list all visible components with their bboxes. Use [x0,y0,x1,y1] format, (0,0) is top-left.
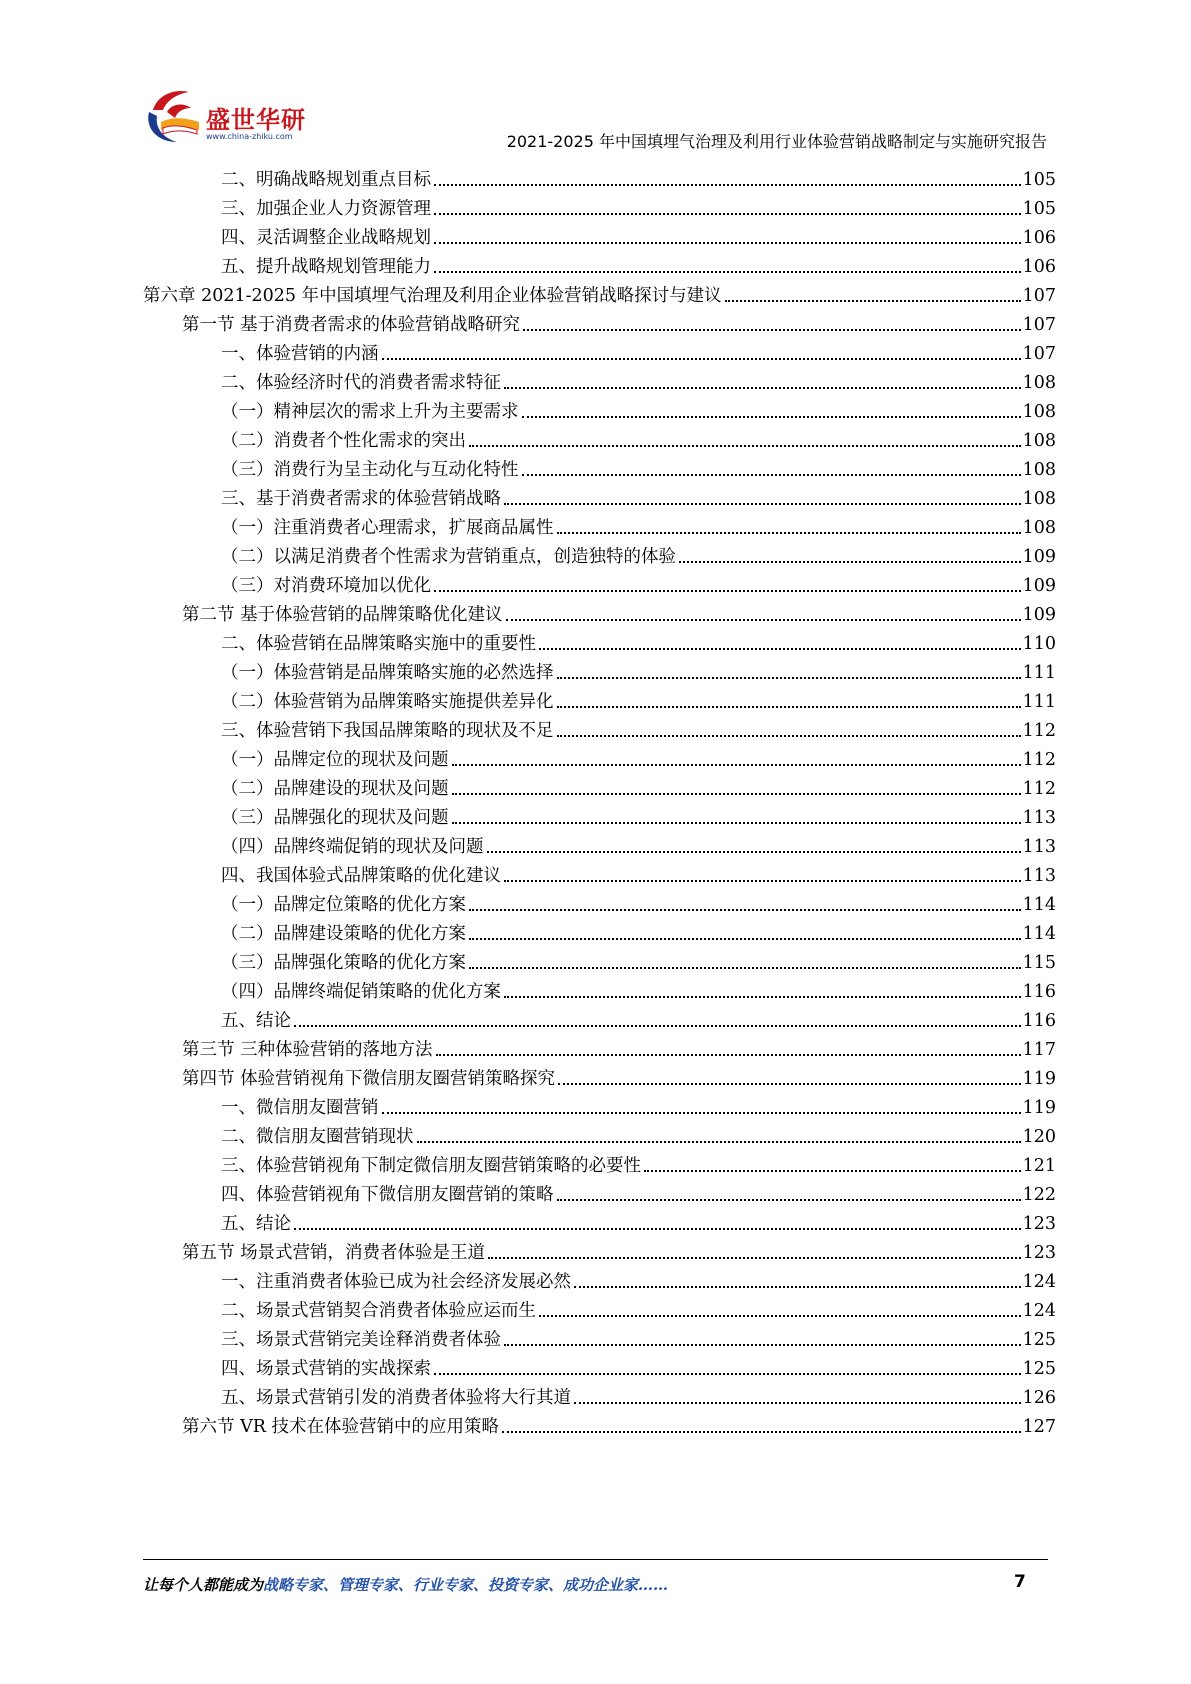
toc-dot-leader [502,1431,1021,1433]
toc-entry-title: （二）体验营销为品牌策略实施提供差异化 [221,692,554,712]
toc-entry[interactable] [143,1059,1056,1090]
toc-entry-title: 三、基于消费者需求的体验营销战略 [221,489,501,509]
toc-entry-title: 第六节 VR 技术在体验营销中的应用策略 [182,1417,499,1437]
toc-entry-page: 110 [1022,634,1056,654]
toc-entry-page: 113 [1022,837,1056,857]
toc-entry-page: 105 [1022,199,1056,219]
toc-entry[interactable] [143,247,1056,278]
toc-dot-leader [557,532,1021,534]
toc-entry-page: 112 [1022,779,1056,799]
toc-entry-page: 108 [1022,518,1056,538]
toc-dot-leader [469,967,1021,969]
toc-entry-page: 107 [1022,315,1056,335]
toc-entry-page: 124 [1022,1272,1056,1292]
toc-entry-page: 127 [1022,1417,1056,1437]
toc-entry-title: 第六章 2021-2025 年中国填埋气治理及利用企业体验营销战略探讨与建议 [143,286,722,306]
toc-entry-title: （一）精神层次的需求上升为主要需求 [221,402,519,422]
toc-entry-title: （二）消费者个性化需求的突出 [221,431,466,451]
toc-entry-title: 二、微信朋友圈营销现状 [221,1127,414,1147]
toc-entry-page: 112 [1022,750,1056,770]
toc-entry-title: 第二节 基于体验营销的品牌策略优化建议 [182,605,503,625]
toc-entry-title: 三、加强企业人力资源管理 [221,199,431,219]
toc-dot-leader [539,1315,1021,1317]
toc-dot-leader [436,1054,1021,1056]
toc-entry-title: 第一节 基于消费者需求的体验营销战略研究 [182,315,521,335]
toc-entry[interactable] [143,653,1056,684]
toc-dot-leader [452,793,1021,795]
toc-entry-page: 108 [1022,460,1056,480]
toc-entry-page: 125 [1022,1330,1056,1350]
company-logo [143,82,318,150]
toc-dot-leader [469,938,1021,940]
toc-entry[interactable] [143,595,1056,626]
toc-entry-page: 109 [1022,605,1056,625]
toc-entry-page: 112 [1022,721,1056,741]
toc-dot-leader [504,387,1021,389]
slogan-highlight: 战略专家、管理专家、行业专家、投资专家、成功企业家…… [263,1576,669,1594]
toc-dot-leader [522,416,1021,418]
toc-dot-leader [523,329,1021,331]
toc-entry[interactable] [143,305,1056,336]
toc-entry[interactable] [143,1030,1056,1061]
toc-dot-leader [522,474,1021,476]
toc-entry-page: 111 [1022,663,1056,683]
toc-entry-title: 一、微信朋友圈营销 [221,1098,379,1118]
toc-entry-title: 三、场景式营销完美诠释消费者体验 [221,1330,501,1350]
toc-dot-leader [679,561,1021,563]
toc-entry[interactable] [143,682,1056,713]
toc-entry-title: 五、结论 [221,1011,291,1031]
toc-entry-title: 第四节 体验营销视角下微信朋友圈营销策略探究 [182,1069,556,1089]
toc-entry-title: 第三节 三种体验营销的落地方法 [182,1040,433,1060]
toc-entry[interactable] [143,566,1056,597]
toc-entry-page: 116 [1022,982,1056,1002]
toc-entry-title: 五、结论 [221,1214,291,1234]
toc-entry-page: 120 [1022,1127,1056,1147]
toc-entry-title: 一、注重消费者体验已成为社会经济发展必然 [221,1272,571,1292]
toc-entry-page: 114 [1022,895,1056,915]
toc-entry-page: 115 [1022,953,1056,973]
toc-entry[interactable] [143,508,1056,539]
toc-entry-title: 二、场景式营销契合消费者体验应运而生 [221,1301,536,1321]
toc-dot-leader [487,851,1021,853]
toc-entry-title: （三）消费行为呈主动化与互动化特性 [221,460,519,480]
footer-slogan [143,1574,668,1595]
toc-entry-title: （一）品牌定位策略的优化方案 [221,895,466,915]
toc-entry-page: 113 [1022,866,1056,886]
toc-entry[interactable] [143,1291,1056,1322]
toc-entry-title: 二、明确战略规划重点目标 [221,170,431,190]
toc-dot-leader [557,735,1021,737]
toc-dot-leader [539,648,1021,650]
toc-entry[interactable] [143,421,1056,452]
toc-dot-leader [452,822,1021,824]
toc-entry-title: （一）注重消费者心理需求，扩展商品属性 [221,518,554,538]
toc-entry-page: 126 [1022,1388,1056,1408]
toc-dot-leader [574,1402,1021,1404]
toc-entry-page: 125 [1022,1359,1056,1379]
toc-dot-leader [382,1112,1021,1114]
toc-entry[interactable] [143,1407,1056,1438]
toc-entry[interactable] [143,769,1056,800]
logo-name: 盛世华研 [206,106,306,134]
toc-dot-leader [504,996,1021,998]
toc-entry-page: 108 [1022,431,1056,451]
toc-dot-leader [417,1141,1021,1143]
toc-entry-title: （一）体验营销是品牌策略实施的必然选择 [221,663,554,683]
toc-entry[interactable] [143,160,1056,191]
toc-entry-page: 108 [1022,402,1056,422]
toc-dot-leader [469,445,1021,447]
toc-dot-leader [434,213,1021,215]
toc-entry-title: （四）品牌终端促销策略的优化方案 [221,982,501,1002]
toc-entry-page: 117 [1022,1040,1056,1060]
toc-entry[interactable] [143,1146,1056,1177]
toc-entry-title: 三、体验营销下我国品牌策略的现状及不足 [221,721,554,741]
toc-entry[interactable] [143,450,1056,481]
toc-entry[interactable] [143,885,1056,916]
toc-entry[interactable] [143,1349,1056,1380]
toc-dot-leader [504,503,1021,505]
toc-entry[interactable] [143,276,1056,307]
toc-dot-leader [574,1286,1021,1288]
toc-dot-leader [434,242,1021,244]
toc-entry-page: 107 [1022,344,1056,364]
toc-entry-page: 109 [1022,547,1056,567]
toc-entry[interactable] [143,1117,1056,1148]
toc-dot-leader [557,706,1021,708]
toc-entry[interactable] [143,1320,1056,1351]
toc-entry[interactable] [143,189,1056,220]
logo-url: www.china-zhiku.com [206,132,293,141]
slogan-prefix: 让每个人都能成为 [143,1576,264,1594]
toc-entry-page: 108 [1022,489,1056,509]
toc-entry[interactable] [143,218,1056,249]
toc-dot-leader [644,1170,1021,1172]
footer-divider [143,1559,1048,1560]
toc-entry[interactable] [143,827,1056,858]
toc-dot-leader [488,1257,1021,1259]
toc-entry[interactable] [143,1204,1056,1235]
toc-entry-page: 122 [1022,1185,1056,1205]
logo-emblem-icon [143,82,205,150]
toc-entry-page: 107 [1022,286,1056,306]
toc-dot-leader [558,1083,1021,1085]
toc-dot-leader [294,1025,1021,1027]
toc-entry-title: 第五节 场景式营销，消费者体验是王道 [182,1243,486,1263]
toc-dot-leader [557,1199,1021,1201]
toc-entry-page: 119 [1022,1098,1056,1118]
toc-entry-title: （三）对消费环境加以优化 [221,576,431,596]
toc-entry-title: 四、体验营销视角下微信朋友圈营销的策略 [221,1185,554,1205]
toc-dot-leader [434,1373,1021,1375]
toc-entry-title: 四、我国体验式品牌策略的优化建议 [221,866,501,886]
toc-entry[interactable] [143,914,1056,945]
toc-entry-page: 113 [1022,808,1056,828]
toc-entry-title: 二、体验经济时代的消费者需求特征 [221,373,501,393]
toc-entry[interactable] [143,1262,1056,1293]
toc-entry-page: 116 [1022,1011,1056,1031]
toc-entry[interactable] [143,856,1056,887]
toc-entry[interactable] [143,1233,1056,1264]
toc-entry-title: （一）品牌定位的现状及问题 [221,750,449,770]
toc-entry-title: （四）品牌终端促销的现状及问题 [221,837,484,857]
toc-dot-leader [434,271,1021,273]
toc-entry-title: 三、体验营销视角下制定微信朋友圈营销策略的必要性 [221,1156,641,1176]
toc-entry-title: 二、体验营销在品牌策略实施中的重要性 [221,634,536,654]
toc-entry[interactable] [143,740,1056,771]
toc-entry-page: 121 [1022,1156,1056,1176]
toc-dot-leader [434,590,1021,592]
toc-entry-page: 105 [1022,170,1056,190]
toc-entry[interactable] [143,479,1056,510]
report-title: 2021-2025 年中国填埋气治理及利用行业体验营销战略制定与实施研究报告 [506,132,1047,151]
toc-dot-leader [382,358,1021,360]
toc-dot-leader [452,764,1021,766]
toc-entry-page: 119 [1022,1069,1056,1089]
toc-entry[interactable] [143,392,1056,423]
toc-entry-page: 124 [1022,1301,1056,1321]
toc-entry[interactable] [143,798,1056,829]
toc-entry-title: 四、场景式营销的实战探索 [221,1359,431,1379]
toc-entry[interactable] [143,711,1056,742]
toc-entry[interactable] [143,1088,1056,1119]
toc-dot-leader [434,184,1021,186]
toc-entry-title: （二）品牌建设策略的优化方案 [221,924,466,944]
toc-dot-leader [469,909,1021,911]
toc-entry[interactable] [143,1378,1056,1409]
toc-entry-title: 四、灵活调整企业战略规划 [221,228,431,248]
toc-entry-title: （二）以满足消费者个性需求为营销重点，创造独特的体验 [221,547,676,567]
page-header [0,0,1191,160]
toc-entry[interactable] [143,334,1056,365]
toc-dot-leader [725,300,1021,302]
toc-entry[interactable] [143,972,1056,1003]
page-number: 7 [1014,1572,1026,1592]
toc-dot-leader [504,1344,1021,1346]
toc-entry-page: 106 [1022,228,1056,248]
toc-entry-page: 123 [1022,1214,1056,1234]
toc-entry-page: 114 [1022,924,1056,944]
toc-entry-title: （二）品牌建设的现状及问题 [221,779,449,799]
toc-entry[interactable] [143,537,1056,568]
toc-entry-page: 123 [1022,1243,1056,1263]
toc-entry-title: （三）品牌强化的现状及问题 [221,808,449,828]
toc-entry[interactable] [143,1175,1056,1206]
toc-entry[interactable] [143,943,1056,974]
toc-entry-page: 111 [1022,692,1056,712]
toc-entry-page: 106 [1022,257,1056,277]
toc-entry[interactable] [143,624,1056,655]
toc-dot-leader [294,1228,1021,1230]
toc-entry[interactable] [143,1001,1056,1032]
toc-entry-title: （三）品牌强化策略的优化方案 [221,953,466,973]
toc-entry-title: 五、提升战略规划管理能力 [221,257,431,277]
toc-entry-page: 109 [1022,576,1056,596]
toc-entry-title: 五、场景式营销引发的消费者体验将大行其道 [221,1388,571,1408]
toc-entry[interactable] [143,363,1056,394]
toc-entry-page: 108 [1022,373,1056,393]
toc-dot-leader [557,677,1021,679]
toc-entry-title: 一、体验营销的内涵 [221,344,379,364]
toc-dot-leader [504,880,1021,882]
toc-dot-leader [506,619,1021,621]
